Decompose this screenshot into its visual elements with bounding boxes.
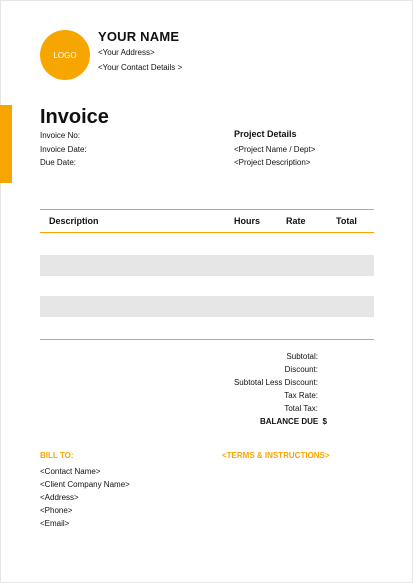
company-address: <Your Address> xyxy=(98,48,155,57)
logo-text: LOGO xyxy=(53,50,77,60)
table-row-shaded xyxy=(40,296,374,317)
subtotal-less-discount-label: Subtotal Less Discount: xyxy=(233,378,318,387)
logo xyxy=(40,30,90,80)
invoice-title: Invoice xyxy=(40,106,109,128)
table-row-shaded xyxy=(40,255,374,276)
company-contact: <Your Contact Details > xyxy=(98,63,183,72)
table-bottom-rule xyxy=(40,339,374,340)
currency-symbol: $ xyxy=(322,417,327,426)
balance-due-label: BALANCE DUE xyxy=(260,417,319,426)
invoice-number-label: Invoice No: xyxy=(40,131,81,140)
invoice-date-label: Invoice Date: xyxy=(40,145,87,154)
bill-to-heading: BILL TO: xyxy=(40,451,74,460)
project-description: <Project Description> xyxy=(234,158,311,167)
project-details-heading: Project Details xyxy=(234,129,297,139)
subtotal-label: Subtotal: xyxy=(286,352,318,361)
project-name: <Project Name / Dept> xyxy=(234,145,316,154)
bill-to-address: <Address> xyxy=(40,493,79,502)
tax-rate-label: Tax Rate: xyxy=(284,391,318,400)
bill-to-contact: <Contact Name> xyxy=(40,467,101,476)
discount-label: Discount: xyxy=(284,365,318,374)
column-header-total: Total xyxy=(336,216,357,226)
balance-due xyxy=(260,417,327,426)
bill-to-email: <Email> xyxy=(40,519,70,528)
company-name: YOUR NAME xyxy=(98,29,180,44)
bill-to-phone: <Phone> xyxy=(40,506,73,515)
terms-heading: <TERMS & INSTRUCTIONS> xyxy=(222,451,330,460)
column-header-description: Description xyxy=(49,216,99,226)
bill-to-company: <Client Company Name> xyxy=(40,480,130,489)
table-header-rule xyxy=(40,232,374,233)
total-tax-label: Total Tax: xyxy=(284,404,318,413)
column-header-hours: Hours xyxy=(234,216,261,226)
column-header-rate: Rate xyxy=(286,216,306,226)
accent-bar xyxy=(0,105,12,183)
table-top-rule xyxy=(40,209,374,210)
due-date-label: Due Date: xyxy=(40,158,77,167)
